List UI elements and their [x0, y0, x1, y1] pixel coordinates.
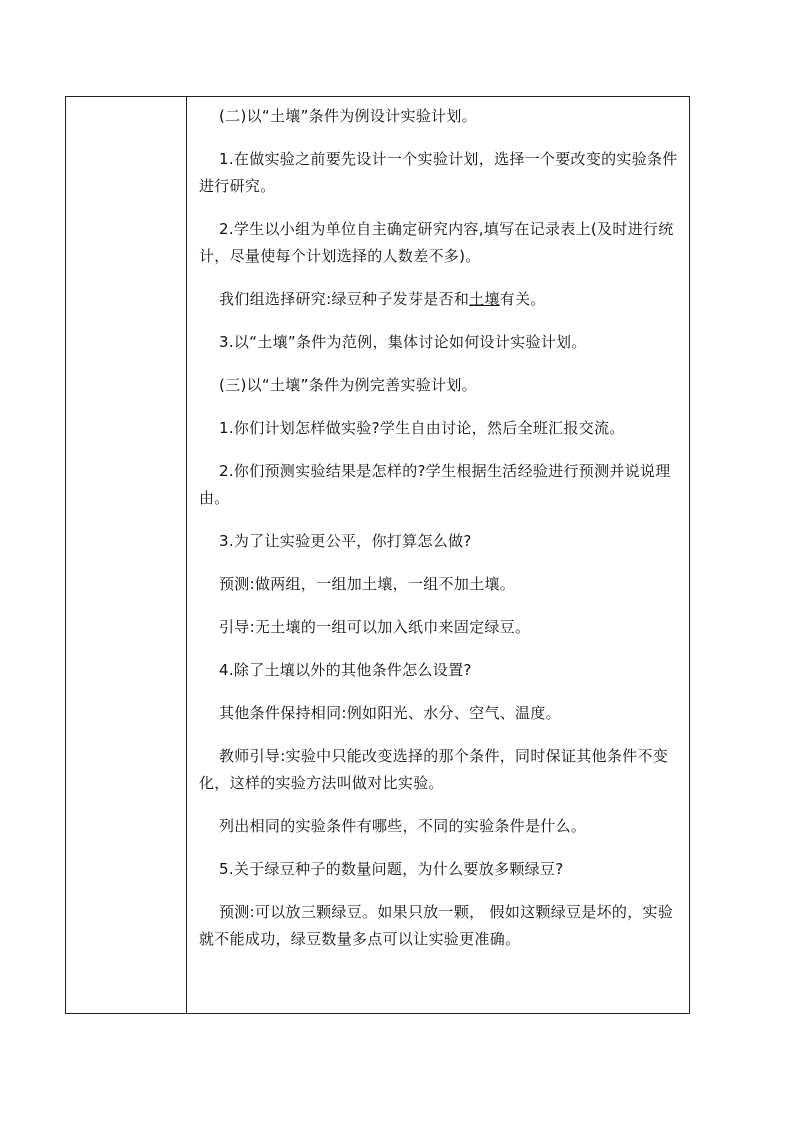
question-2-paragraph: 2.你们预测实验结果是怎样的?学生根据生活经验进行预测并说说理由。 — [199, 462, 671, 507]
left-empty-cell — [66, 97, 187, 1014]
question-1-paragraph: 1.你们计划怎样做实验?学生自由讨论，然后全班汇报交流。 — [219, 419, 625, 437]
table-row — [66, 97, 690, 1014]
same-conditions-paragraph: 其他条件保持相同:例如阳光、水分、空气、温度。 — [219, 704, 561, 722]
lesson-content — [187, 97, 689, 953]
guidance-paragraph: 引导:无土壤的一组可以加入纸巾来固定绿豆。 — [219, 618, 531, 636]
step-2-paragraph: 2.学生以小组为单位自主确定研究内容,填写在记录表上(及时进行统计，尽量使每个计划选择的人数差不多)。 — [199, 220, 674, 265]
section-heading-improve-plan: (三)以“土壤”条件为例完善实验计划。 — [219, 376, 477, 394]
group-choice-suffix: 有关。 — [499, 290, 546, 308]
prediction-paragraph: 预测:做两组，一组加土壤，一组不加土壤。 — [219, 575, 516, 593]
teacher-guidance-paragraph: 教师引导:实验中只能改变选择的那个条件，同时保证其他条件不变化，这样的实验方法叫做对比实验。 — [199, 747, 669, 792]
step-3-paragraph: 3.以“土壤”条件为范例，集体讨论如何设计实验计划。 — [219, 333, 587, 351]
lesson-plan-table — [65, 96, 690, 1014]
step-1-paragraph: 1.在做实验之前要先设计一个实验计划，选择一个要改变的实验条件进行研究。 — [199, 150, 678, 195]
seed-count-prediction-paragraph: 预测:可以放三颗绿豆。如果只放一颗， 假如这颗绿豆是坏的，实验就不能成功，绿豆数量多点可以让实验更准确。 — [199, 903, 674, 948]
content-cell — [187, 97, 690, 1014]
list-conditions-paragraph: 列出相同的实验条件有哪些，不同的实验条件是什么。 — [219, 817, 587, 835]
question-3-paragraph: 3.为了让实验更公平，你打算怎么做? — [219, 532, 472, 550]
group-choice-paragraph — [199, 286, 683, 313]
section-heading-design-plan: (二)以“土壤”条件为例设计实验计划。 — [219, 107, 477, 125]
group-choice-prefix: 我们组选择研究:绿豆种子发芽是否和 — [219, 290, 470, 308]
question-4-paragraph: 4.除了土壤以外的其他条件怎么设置? — [219, 661, 472, 679]
question-5-paragraph: 5.关于绿豆种子的数量问题，为什么要放多颗绿豆? — [219, 860, 564, 878]
group-choice-condition: 土壤 — [469, 290, 500, 308]
